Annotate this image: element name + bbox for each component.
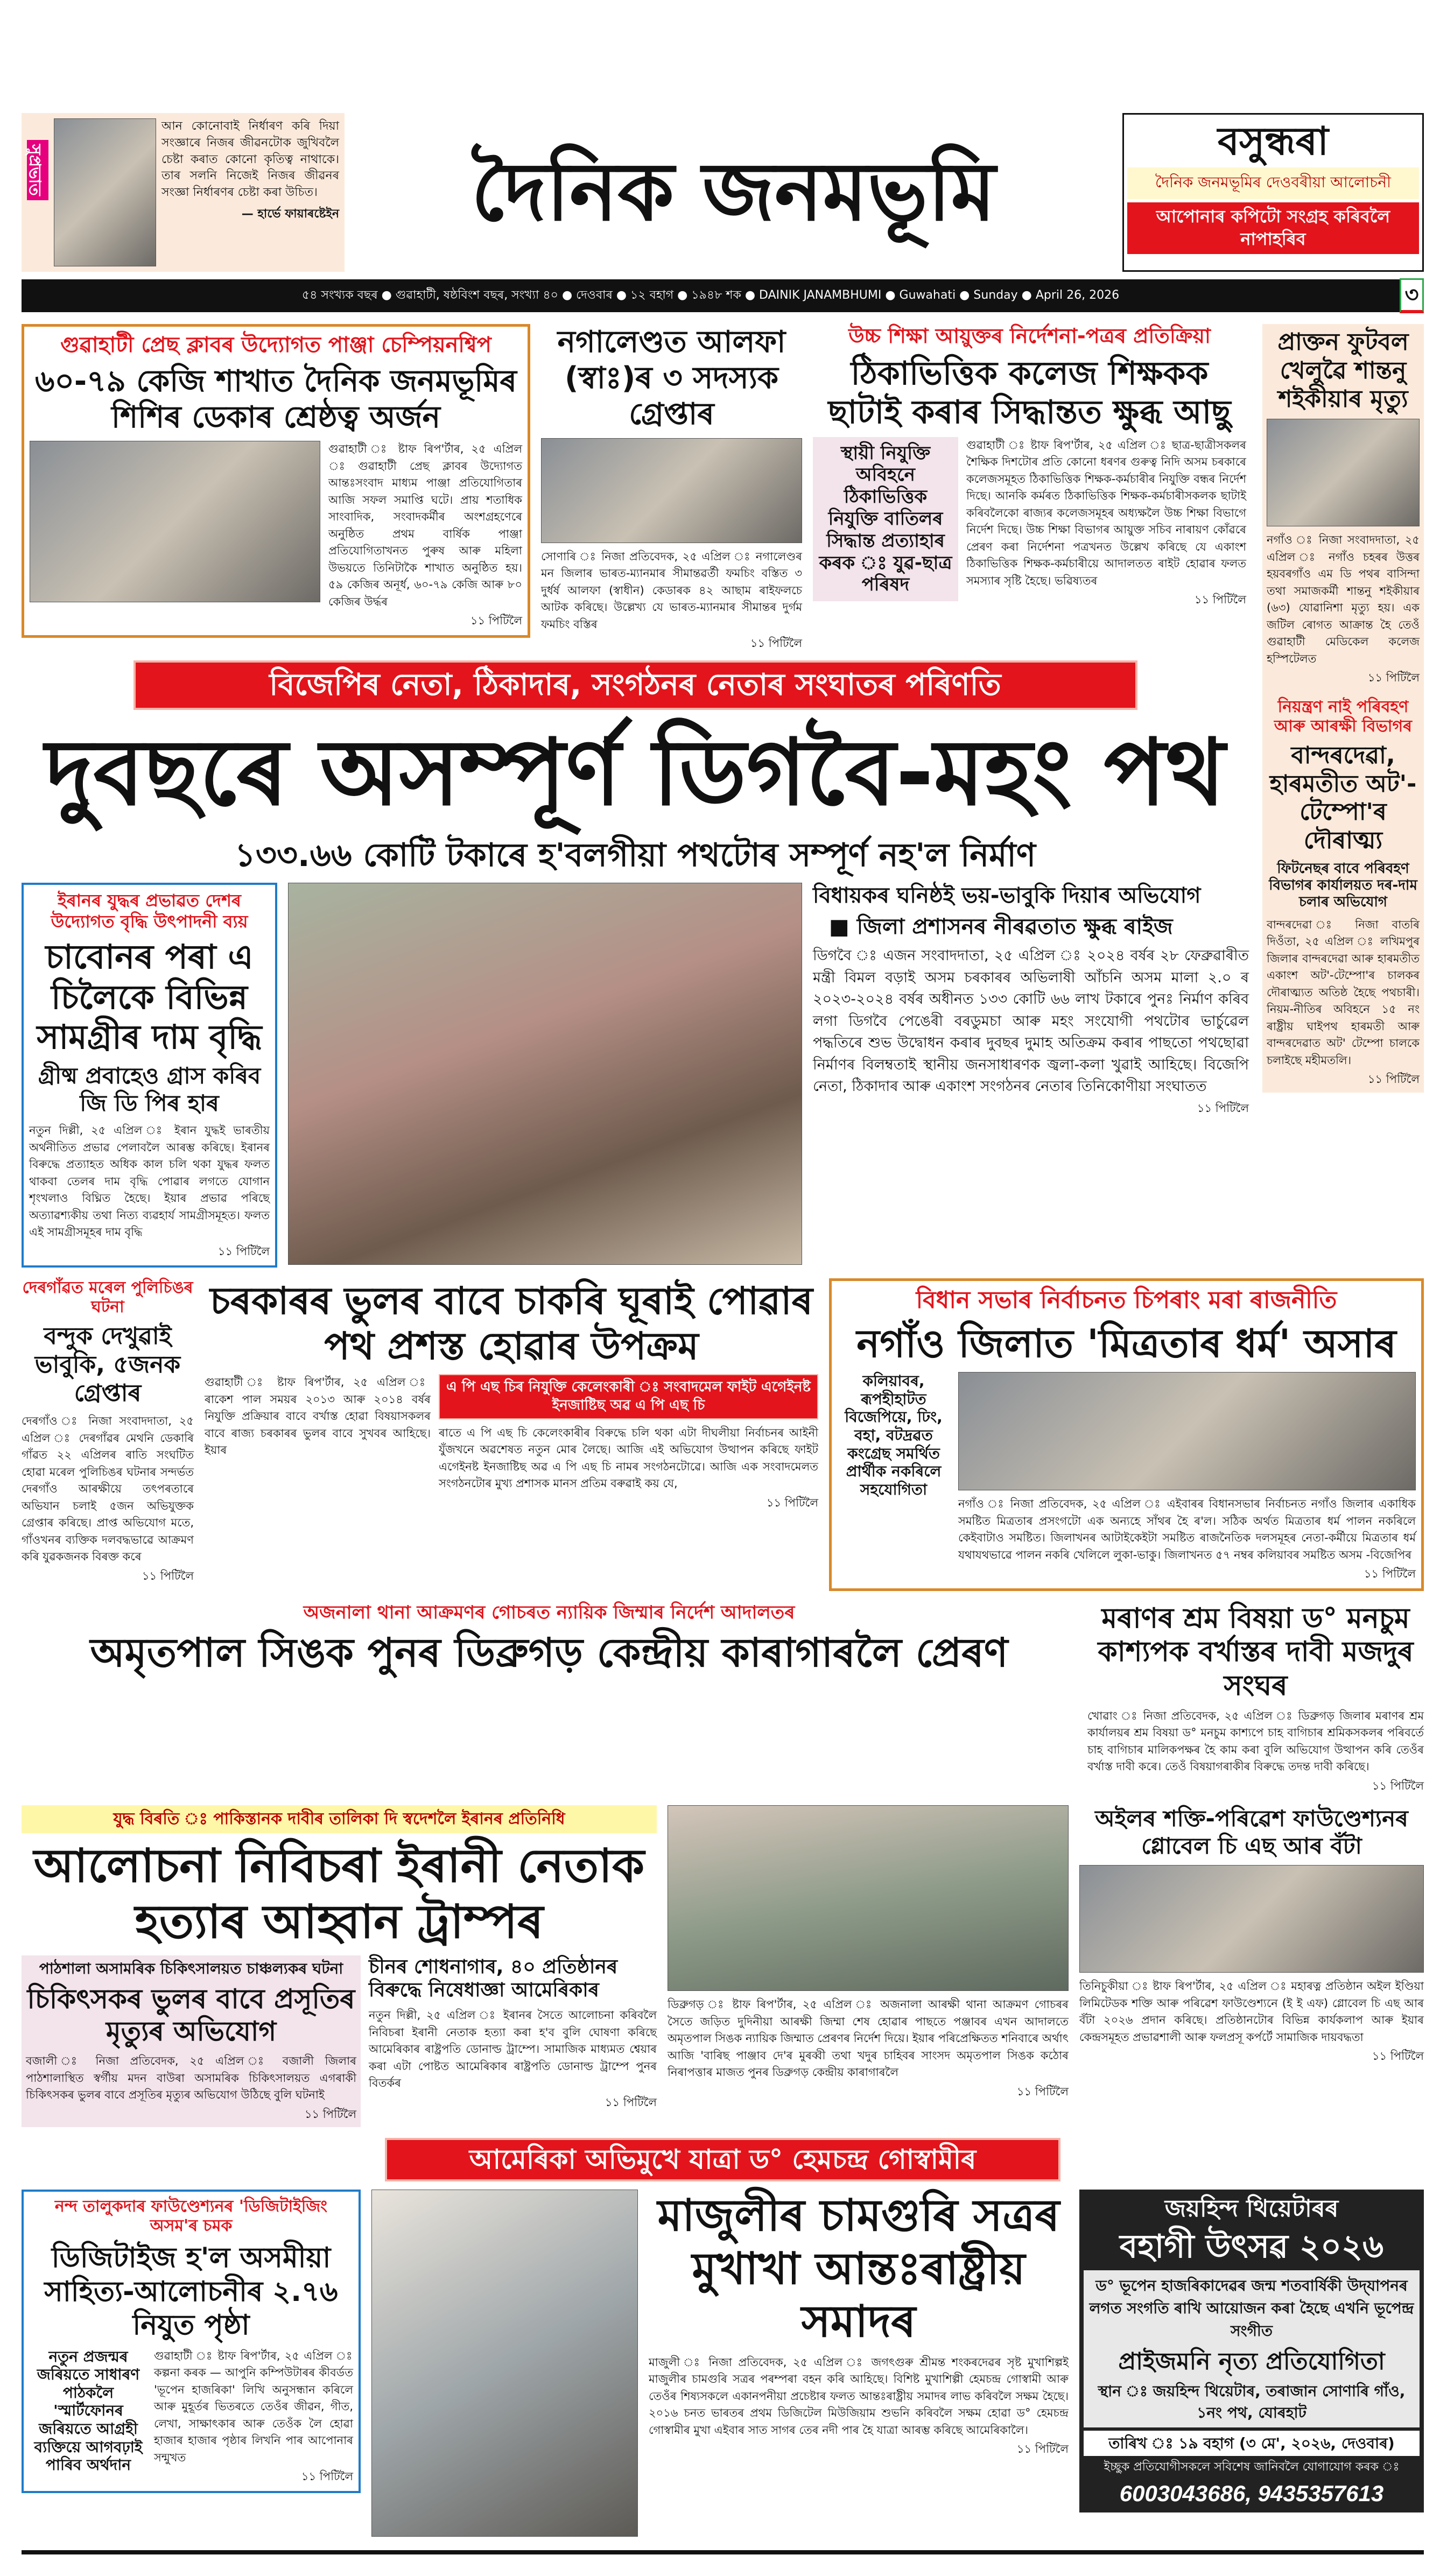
story-price-hike: [22, 883, 277, 1268]
mask-artist-photo: [371, 2190, 638, 2537]
ad-contact: ইচ্ছুক প্ৰতিযোগীসকলে সবিশেষ জানিবলৈ যোগাযোগ কৰক ঃ: [1104, 2460, 1400, 2474]
body-text: খোৱাং ঃ নিজা প্ৰতিবেদক, ২৫ এপ্ৰিল ঃ ডিব্ৰুগড় জিলাৰ মৰাণৰ শ্ৰম কাৰ্যালয়ৰ শ্ৰম বিষয়া ড° মনচুম কাশ্যপে চাহ বাগিচাৰ শ্ৰমিকসকলৰ পৰিবৰ্তে চাহ বাগিচাৰ মালিকপক্ষৰ হৈ কাম কৰা বুলি অভিযোগ উত্থাপন কৰি তেওঁৰ বৰ্খাস্ত দাবী কৰে। তেওঁ বিষয়াগৰাকীৰ বিৰুদ্ধে তদন্ত দাবী কৰিছে। ১১ পিটিলৈ: [1087, 1709, 1424, 1792]
amritpal-heading: [22, 1602, 1077, 1677]
story-majuli-mask: [649, 2190, 1069, 2458]
headline: প্ৰাক্তন ফুটবল খেলুৱৈ শান্তনু শইকীয়াৰ মৃত্যু: [1277, 328, 1409, 413]
dateline-text: ৫৪ সংখ্যক বছৰ ● গুৱাহাটী, ষষ্ঠবিংশ বছৰ, সংখ্যা ৪০ ● দেওবাৰ ● ১২ বহাগ ● ১৯৪৮ শক ● DAINIK JANAMBHUMI ● Guwahati ● Sunday ● April 26, 2026: [22, 279, 1400, 312]
headline: বন্দুক দেখুৱাই ভাবুকি, ৫জনক গ্ৰেপ্তাৰ: [34, 1322, 181, 1407]
kicker: নন্দ তালুকদাৰ ফাউণ্ডেশ্যনৰ 'ডিজিটাইজিং অসম'ৰ চমক: [54, 2197, 328, 2236]
story-china-refinery: [369, 1955, 657, 2111]
story-obituary: [1267, 328, 1420, 687]
amritpal-headline: অমৃতপাল সিঙক পুনৰ ডিব্ৰুগড় কেন্দ্ৰীয় কাৰাগাৰলৈ প্ৰেৰণ: [90, 1629, 1008, 1676]
award-photo: [30, 441, 320, 602]
sidebar: কলিয়াবৰ, ৰূপহীহাটত বিজেপিয়ে, ঢিং, বহা, বটদ্ৰৱত কংগ্ৰেছ সমৰ্থিত প্ৰাৰ্থীক নকৰিলে সহযোগিতা: [845, 1372, 943, 1498]
row-1: [22, 324, 1249, 652]
dateline-row: [22, 278, 1424, 313]
deck-2: ■ জিলা প্ৰশাসনৰ নীৰৱতাত ক্ষুব্ধ ৰাইজ: [829, 914, 1173, 940]
lead-headline: দুবছৰে অসম্পূৰ্ণ ডিগবৈ-মহং পথ: [45, 720, 1225, 827]
amritpal-kicker: অজনালা থানা আক্ৰমণৰ গোচৰত ন্যায়িক জিম্মাৰ নিৰ্দেশ আদালতৰ: [303, 1601, 795, 1623]
supplement-cta: আপোনাৰ কপিটো সংগ্ৰহ কৰিবলৈ নাপাহৰিব: [1127, 202, 1419, 254]
body-text: ডিগবৈ ঃ এজন সংবাদদাতা, ২৫ এপ্ৰিল ঃ ২০২৪ বৰ্ষৰ ২৮ ফেব্ৰুৱাৰীত মন্ত্ৰী বিমল বড়াই অসম চৰকাৰৰ অভিলাষী আঁচনি অসম মালা ২.০ ৰ ২০২৩-২০২৪ বৰ্ষৰ অধীনত ১৩৩ কোটি ৬৬ লাখ টকাৰে পুনঃ নিৰ্মাণ কৰিব লগা ডিগবৈ পেঙেৰী বৰডুমচা আৰু মহং সংযোগী পথটোৰ ভাৰ্চুৱেল পদ্ধতিৰে শুভ উদ্বোধন কৰাৰ দুবছৰ দুমাহ অতিক্ৰম কৰাৰ পাছতো পথছোৱা নিৰ্মাণৰ বিলম্বতাই স্থানীয় জনসাধাৰণক জ্বলা-কলা খুৱাই আহিছে। বিজেপি নেতা, ঠিকাদাৰ আৰু একাংশ সংগঠনৰ নেতাৰ তিনিকোণীয়া সংঘাতত ১১ পিটিলৈ: [813, 947, 1249, 1115]
ad-line-1: জয়হিন্দ থিয়েটাৰৰ: [1164, 2195, 1339, 2223]
top-section: [22, 324, 1424, 1268]
headline: ৬০-৭৯ কেজি শাখাত দৈনিক জনমভূমিৰ শিশিৰ ডেকাৰ শ্ৰেষ্ঠত্ব অৰ্জন: [35, 364, 517, 435]
kicker: বিধান সভাৰ নিৰ্বাচনত চিপৰাং মৰা ৰাজনীতি: [916, 1286, 1337, 1314]
body-text: গুৱাহাটী ঃ ষ্টাফ ৰিপ'ৰ্টাৰ, ২৫ এপ্ৰিল ঃ কল্পনা কৰক — আপুনি কম্পিউটাৰৰ কীবৰ্ডত 'ভূপেন হাজৰিকা' লিখি অনুসন্ধান কৰিলে আৰু মুহূৰ্তৰ ভিতৰতে তেওঁৰ জীৱন, গীত, লেখা, সাক্ষাৎকাৰ আৰু তেওঁক লৈ হোৱা হাজাৰ হাজাৰ পৃষ্ঠাৰ লিখনি পাৰ আপোনাৰ সন্মুখত ১১ পিটিলৈ: [154, 2349, 353, 2483]
story-maternal-death: [22, 1955, 361, 2128]
kicker: দেৰগাঁৱত মৰেল পুলিচিঙৰ ঘটনা: [22, 1278, 193, 1317]
body-text: মাজুলী ঃ নিজা প্ৰতিবেদক, ২৫ এপ্ৰিল ঃ জগৎগুৰু শ্ৰীমন্ত শংকৰদেৱৰ সৃষ্ট মুখাশিল্পই মাজুলীৰ চামগুৰি সত্ৰৰ পৰম্পৰা বহন কৰি আহিছে। বিশিষ্ট মুখাশিল্পী হেমচন্দ্ৰ গোস্বামী আৰু তেওঁৰ শিষ্যসকলে একানপনীয়া প্ৰচেষ্টাৰ ফলত আন্তঃৰাষ্ট্ৰীয় সমাদৰ লাভ কৰিবলৈ সক্ষম হৈছে। ২০১৬ চনত ভাৰতৰ প্ৰথম ডিজিটেল মিউজিয়াম শুভনি কৰিবলৈ সক্ষম হোৱা ড° হেমচন্দ্ৰ গোস্বামীৰ মুখা এইবাৰ সাত সাগৰ তেৰ নদী পাৰ হৈ যাত্ৰা আৰম্ভ কৰিছে আমেৰিকালৈ। ১১ পিটিলৈ: [649, 2355, 1069, 2456]
body-text: সোণাৰি ঃ নিজা প্ৰতিবেদক, ২৫ এপ্ৰিল ঃ নগালেণ্ডৰ মন জিলাৰ ভাৰত-ম্যানমাৰ সীমান্তৱৰ্তী ফমচিং বস্তিত ৩ দুৰ্ধৰ্ষ আলফা (স্বাধীন) কেডাৰক ৪২ আছাম ৰাইফলচে আটক কৰিছে। উল্লেখ্য যে ভাৰত-ম্যানমাৰ সীমান্তৰ দুৰ্গম ফমচিং বস্তিৰ ১১ পিটিলৈ: [541, 550, 802, 650]
row-3: [22, 883, 1249, 1268]
story-arm-wrestling: [22, 324, 530, 638]
masthead: [22, 113, 1424, 272]
headline: ডিজিটাইজ হ'ল অসমীয়া সাহিত্য-আলোচনীৰ ২.৭৬ নিযুত পৃষ্ঠা: [44, 2242, 338, 2342]
newspaper-title: দৈনিক জনমভূমি: [471, 145, 996, 239]
body-text: তিনিচুকীয়া ঃ ষ্টাফ ৰিপ'ৰ্টাৰ, ২৫ এপ্ৰিল ঃ মহাৰত্ন প্ৰতিষ্ঠান অইল ইণ্ডিয়া লিমিটেডক শক্তি আৰু পৰিৱেশ ফাউণ্ডেশ্যনে (ই ই এফ) গ্লোবেল চি এছ আৰ বঁটা ২০২৬ প্ৰদান কৰিছে। প্ৰতিষ্ঠানটোৰ বিভিন্ন কাৰ্যকলাপ আৰু ইয়াৰ কেন্দ্ৰসমূহত প্ৰভাৱশালী আৰু ফলপ্ৰসূ কৰ্পৰ্টে সামাজিক দায়বদ্ধতা ১১ পিটিলৈ: [1079, 1980, 1424, 2063]
ad-panel: [1084, 2270, 1420, 2427]
headline: চিকিৎসকৰ ভুলৰ বাবে প্ৰসূতিৰ মৃত্যুৰ অভিযোগ: [27, 1983, 355, 2047]
section-2: [22, 1278, 1424, 1591]
supplement-box: [1122, 113, 1424, 272]
body-text: নতুন দিল্লী, ২৫ এপ্ৰিল ঃ ইৰান যুদ্ধই ভাৰতীয় অৰ্থনীতিত প্ৰভাৱ পেলাবলৈ আৰম্ভ কৰিছে। ইৰানৰ বিৰুদ্ধে প্ৰত্যাহত অধিক কাল চলি থকা যুদ্ধৰ ফলত থাকবা তেলৰ দাম বৃদ্ধি পোৱাৰ লগতে যোগান শৃংখলাও বিঘ্নিত হৈছে। ইয়াৰ প্ৰভাৱ পৰিছে অত্যাৱশ্যকীয় তথা নিত্য ব্যৱহাৰ্য সামগ্ৰীসমূহত। ফলত এই সামগ্ৰীসমূহৰ দাম বৃদ্ধি ১১ পিটিলৈ: [29, 1124, 270, 1258]
subhead: গ্ৰীষ্ম প্ৰবাহেও গ্ৰাস কৰিব জি ডি পিৰ হাৰ: [38, 1062, 261, 1116]
body-text: বান্দৰদেৱা ঃ নিজা বাতৰি দিওঁতা, ২৫ এপ্ৰিল ঃ লখিমপুৰ জিলাৰ বান্দৰদেৱা আৰু হাৰমতীত একাংশ অট'-টেম্পো'ৰ চালকৰ দৌৰাত্ম্যত অতিষ্ঠ হৈছে পথচাৰী। নিয়ম-নীতিৰ অবিহনে ১৫ নং ৰাষ্ট্ৰীয় ঘাইপথ হাৰমতী আৰু বান্দৰদেৱাত অট' টেম্পো চালকে চলাইছে মহীমতলি। ১১ পিটিলৈ: [1267, 918, 1420, 1086]
story-alfa-arrest: [541, 324, 802, 652]
ad-line-3: ড° ভূপেন হাজৰিকাদেৱৰ জন্ম শতবাৰ্ষিকী উদ্‌যাপনৰ লগত সংগতি ৰাখি আয়োজন কৰা হৈছে এখনি ভূপেন্দ্ৰ সংগীত: [1089, 2277, 1414, 2340]
body-text: নগাঁও ঃ নিজা সংবাদদাতা, ২৫ এপ্ৰিল ঃ নগাঁও চহৰৰ উত্তৰ হয়বৰগাঁও এম ডি পথৰ বাসিন্দা তথা সমাজকৰ্মী শান্তনু শইকীয়াৰ (৬৩) যোৱানিশা মৃত্যু হয়। এক জটিল ৰোগত আক্ৰান্ত হৈ তেওঁ গুৱাহাটী মেডিকেল কলেজ হস্পিটেলত ১১ পিটিলৈ: [1267, 533, 1420, 685]
story-moran-labour: [1087, 1602, 1424, 1795]
headline: ঠিকাভিত্তিক কলেজ শিক্ষকক ছাটাই কৰাৰ সিদ্ধান্তত ক্ষুব্ধ আছু: [828, 354, 1231, 431]
section-4: [22, 1805, 1424, 2127]
headline: বান্দৰদেৱা, হাৰমতীত অট'-টেম্পো'ৰ দৌৰাত্ম্য: [1269, 741, 1417, 855]
quote-box: [22, 113, 345, 272]
body-text: দেৰগাঁও ঃ নিজা সংবাদদাতা, ২৫ এপ্ৰিল ঃ দেৰগাঁৱৰ মেথনি ডেকাৰি গাঁৱত ২২ এপ্ৰিলৰ ৰাতি সংঘটিত হোৱা মৰেল পুলিচিঙৰ ঘটনাৰ সন্দৰ্ভত দেৰগাঁও আৰক্ষীয়ে তৎপৰতাৰে অভিযান চলাই ৫জন অভিযুক্তক গ্ৰেপ্তাৰ কৰিছে। প্ৰাপ্ত অভিযোগ মতে, গাঁওখনৰ ব্যক্তিক দলবদ্ধভাৱে আক্ৰমণ কৰি যুৱকজনক বিৰক্ত কৰে ১১ পিটিলৈ: [22, 1414, 194, 1582]
story-alliance: [829, 1278, 1424, 1591]
amritpal-story: [668, 1805, 1069, 2100]
body-text: নগাঁও ঃ নিজা প্ৰতিবেদক, ২৫ এপ্ৰিল ঃ এইবাৰৰ বিধানসভাৰ নিৰ্বাচনত নগাঁও জিলাৰ একাধিক সমষ্টিত মিত্ৰতাৰ প্ৰসংগটো এক অন্যহে সাঁথৰ হৈ ৰ'ল। সঠিক অৰ্থত মিত্ৰতাৰ ধৰ্ম পালন নকৰিলে কেইবাটাও সমষ্টিত। জিলাখনৰ আটাইকেইটা সমষ্টিত ৰাজনৈতিক দলসমূহৰ নেতা-কৰ্মীয়ে মিত্ৰতাৰ ধৰ্ম যথাযথভাৱে পালন নকৰি খেলিলে লুকা-ভাকু। জিলাখনত ৫৭ নম্বৰ কলিয়াবৰ সমষ্টিত অসম -বিজেপিৰ ১১ পিটিলৈ: [958, 1497, 1416, 1581]
story-digitize: [22, 2190, 361, 2493]
ad-date: তাৰিখ ঃ ১৯ বহাগ (৩ মে', ২০২৬, দেওবাৰ): [1084, 2431, 1420, 2456]
trump-block: [22, 1805, 657, 2127]
obituary-photo: [1267, 419, 1420, 526]
story-oil-award: [1079, 1805, 1424, 2065]
award-ceremony-photo: [1079, 1865, 1424, 1973]
headline: চাবোনৰ পৰা এ চিলৈকে বিভিন্ন সামগ্ৰীৰ দাম বৃদ্ধি: [37, 937, 262, 1057]
trump-kicker: যুদ্ধ বিৰতি ঃ পাকিস্তানক দাবীৰ তালিকা দি স্বদেশলৈ ইৰানৰ প্ৰতিনিধি: [22, 1805, 657, 1833]
kicker: নিয়ন্ত্ৰণ নাই পৰিবহণ আৰু আৰক্ষী বিভাগৰ: [1274, 697, 1413, 736]
section-3: [22, 1602, 1424, 1795]
main-left: [22, 324, 1249, 1268]
trump-headline: আলোচনা নিবিচৰা ইৰানী নেতাক হত্যাৰ আহ্বান ট্ৰাম্পৰ: [33, 1839, 645, 1949]
suprobhat-label: সুপ্ৰভাত: [27, 140, 48, 200]
quote-text: আন কোনোবাই নিৰ্ধাৰণ কৰি দিয়া সংজ্ঞাৰে নিজৰ জীৱনটোক জুখিবলৈ চেষ্টা কৰাত কোনো কৃতিত্ব নাথাকে। তাৰ সলনি নিজেই নিজৰ জীৱনৰ সংজ্ঞা নিৰ্ধাৰণৰ চেষ্টা কৰা উচিত।: [161, 119, 339, 200]
sidebar: নতুন প্ৰজন্মৰ জৰিয়তে সাধাৰণ পাঠকলৈ 'স্মাৰ্টফোনৰ জৰিয়তে আগ্ৰহী ব্যক্তিয়ে আগবঢ়াই পাৰিব অৰ্থদান: [34, 2347, 143, 2474]
lead-story-body: [813, 883, 1249, 1117]
quote-author: — হাৰ্ভে ফায়াৰষ্টেইন: [241, 207, 339, 221]
apsc-box: এ পি এছ চিৰ নিযুক্তি কেলেংকাৰী ঃ সংবাদমেল ফাইট এগেইনষ্ট ইনজাষ্টিছ অৱ এ পি এছ চি: [439, 1374, 818, 1419]
theatre-advertisement: [1079, 2190, 1424, 2512]
headline: চৰকাৰৰ ভুলৰ বাবে চাকৰি ঘূৰাই পোৱাৰ পথ প্ৰশস্ত হোৱাৰ উপক্ৰম: [210, 1279, 813, 1369]
ad-venue: স্থান ঃ জয়হিন্দ থিয়েটাৰ, তৰাজান সোণাৰি গাঁও, ১নং পথ, যোৰহাট: [1098, 2382, 1406, 2422]
story-auto-tempo: [1267, 698, 1420, 1088]
page-number: ৩: [1400, 278, 1424, 313]
body-text: গুৱাহাটী ঃ ষ্টাফ ৰিপ'ৰ্টাৰ, ২৫ এপ্ৰিল ঃ গুৱাহাটী প্ৰেছ ক্লাবৰ উদ্যোগত আন্তঃসংবাদ মাধ্যম পাঞ্জা প্ৰতিযোগিতাৰ আজি সফল সমাপ্তি ঘটে। প্ৰায় শতাধিক সাংবাদিক, সংবাদকৰ্মীৰ অংশগ্ৰহণেৰে অনুষ্ঠিত প্ৰথম বাৰ্ষিক পাঞ্জা প্ৰতিযোগিতাখনত পুৰুষ আৰু মহিলা উভয়তে তিনিটাকৈ শাখাত অনুষ্ঠিত হয়। ৫৯ কেজিৰ অনূৰ্ধ, ৬০-৭৯ কেজি আৰু ৮০ কেজিৰ উৰ্দ্ধৰ ১১ পিটিলৈ: [328, 442, 522, 628]
headline: নগাঁও জিলাত 'মিত্ৰতাৰ ধৰ্ম' অসাৰ: [856, 1320, 1396, 1366]
headline: চীনৰ শোধনাগাৰ, ৪০ প্ৰতিষ্ঠানৰ বিৰুদ্ধে নিষেধাজ্ঞা আমেৰিকাৰ: [369, 1955, 618, 2002]
amritpal-body: ডিব্ৰুগড় ঃ ষ্টাফ ৰিপ'ৰ্টাৰ, ২৫ এপ্ৰিল ঃ অজনালা আৰক্ষী থানা আক্ৰমণ গোচৰৰ সৈতে জড়িত দুদিনীয়া আৰক্ষী জিম্মা শেষ হোৱাৰ পাছতে পঞ্জাবৰ এখন আদালতে অমৃতপাল সিঙক ন্যায়িক জিম্মাত প্ৰেৰণৰ নিৰ্দেশ দিয়ে। ইয়াৰ পৰিপ্ৰেক্ষিতত শনিবাৰে অৰ্থাৎ আজি 'বাৰিছ পাঞ্জাব দে'ৰ মুৰব্বী তথা খদুৰ চাহিবৰ সাংসদ অমৃতপাল সিঙক কঠোৰ নিৰাপত্তাৰ মাজত পুনৰ ডিব্ৰুগড় কেন্দ্ৰীয় কাৰাগাৰলৈ ১১ পিটিলৈ: [668, 1998, 1069, 2098]
subhead: ফিটনেছৰ বাবে পৰিবহণ বিভাগৰ কাৰ্যালয়ত দৰ-দাম চলাৰ অভিযোগ: [1269, 861, 1417, 911]
ad-line-4: প্ৰাইজমনি নৃত্য প্ৰতিযোগিতা: [1118, 2348, 1385, 2376]
headline: মাজুলীৰ চামগুৰি সত্ৰৰ মুখাখা আন্তঃৰাষ্ট্ৰীয় সমাদৰ: [657, 2190, 1060, 2348]
supplement-name: বসুন্ধৰা: [1217, 118, 1329, 164]
ad-line-2: বহাগী উৎসৱ ২০২৬: [1119, 2228, 1384, 2266]
ad-phones: 6003043686, 9435357613: [1119, 2480, 1384, 2506]
body-text: নতুন দিল্লী, ২৫ এপ্ৰিল ঃ ইৰানৰ সৈতে আলোচনা কৰিবলৈ নিবিচৰা ইৰানী নেতাক হত্যা কৰা হ'ব বুলি ঘোষণা কৰিছে আমেৰিকাৰ ৰাষ্ট্ৰপতি ডোনাল্ড ট্ৰাম্পে। সামাজিক মাধ্যমত শ্বেয়াৰ কৰা এটা পোষ্টত আমেৰিকাৰ ৰাষ্ট্ৰপতি ডোনাল্ড ট্ৰাম্পে পুনৰ বিতৰ্কৰ ১১ পিটিলৈ: [369, 2009, 657, 2109]
damaged-road-photo: [288, 883, 802, 1265]
candidate-photos: [958, 1372, 1416, 1490]
story-apsc: [205, 1278, 818, 1511]
bottom-rule: [22, 2550, 1424, 2554]
kicker: উচ্চ শিক্ষা আয়ুক্তৰ নিৰ্দেশনা-পত্ৰৰ প্ৰতিক্ৰিয়া: [848, 324, 1211, 348]
section-5: [22, 2190, 1424, 2537]
story-college-teachers: [813, 324, 1246, 609]
kicker: ইৰানৰ যুদ্ধৰ প্ৰভাৱত দেশৰ উদ্যোগত বৃদ্ধি উৎপাদনী ব্যয়: [51, 890, 248, 932]
deck-1: বিধায়কৰ ঘনিষ্ঠই ভয়-ভাবুকি দিয়াৰ অভিযোগ: [813, 883, 1201, 909]
quote-author-photo: [54, 118, 156, 266]
arrested-photo: [541, 438, 802, 543]
kicker: পাঠশালা অসামৰিক চিকিৎসালয়ত চাঞ্চল্যকৰ ঘটনা: [39, 1959, 343, 1977]
story-moral-policing: [22, 1278, 194, 1585]
kicker: গুৱাহাটী প্ৰেছ ক্লাবৰ উদ্যোগত পাঞ্জা চেম্পিয়নশ্বিপ: [60, 333, 491, 357]
right-column: [1262, 324, 1424, 1093]
headline: মৰাণৰ শ্ৰম বিষয়া ড° মনচুম কাশ্যপক বৰ্খাস্তৰ দাবী মজদুৰ সংঘৰ: [1098, 1602, 1414, 1702]
headline: নগালেণ্ডত আলফা (স্বাঃ)ৰ ৩ সদস্যক গ্ৰেপ্তাৰ: [557, 325, 786, 432]
body-text: গুৱাহাটী ঃ ষ্টাফ ৰিপ'ৰ্টাৰ, ২৫ এপ্ৰিল ঃ ছাত্ৰ-ছাত্ৰীসকলৰ শৈক্ষিক দিশটোৰ প্ৰতি কোনো ধৰণৰ গুৰুত্ব নিদি অসম চৰকাৰে কলেজসমূহত ঠিকাভিত্তিক শিক্ষক-কৰ্মচাৰীৰ নিযুক্তি বন্ধৰ নিৰ্দেশ দিছে। আনকি কৰ্মৰত ঠিকাভিত্তিক শিক্ষক-কৰ্মচাৰীসকলক ছাটাই কৰিবলৈকো ৰাজ্যৰ কলেজসমূহৰ অধ্যক্ষলৈ উচ্চ শিক্ষা বিভাগে নিৰ্দেশ দিছে। উচ্চ শিক্ষা বিভাগৰ আয়ুক্ত সচিব নাৰায়ণ কোঁৱৰে প্ৰেৰণ কৰা নিৰ্দেশনা পত্ৰখনত উল্লেখ কৰিছে যে একাংশ ঠিকাভিত্তিক শিক্ষক-কৰ্মচাৰীয়ে আদালতত ৰাইট হোৱাৰ ফলত সমস্যাৰ সৃষ্টি হৈছে। ভৱিষ্যতৰ ১১ পিটিলৈ: [966, 438, 1246, 607]
body-text-2: ৰাতে এ পি এছ চি কেলেংকাৰীৰ বিৰুদ্ধে চলি থকা এটা দীঘলীয়া নিৰ্বাচনৰ আইনী যুঁজখনে অৱশেষত নতুন মোৰ লৈছে। আজি এই অভিযোগ উত্থাপন কৰিছে ফাইট এগেইনষ্ট ইনজাষ্টিছ অৱ এ পি এছ চি নামৰ সংগঠনটোৱে। আজি এক সংবাদমেলত সংগঠনটোৰ মুখ্য প্ৰশাসক মানস প্ৰতিম বৰুৱাই কয় যে, ১১ পিটিলৈ: [439, 1426, 818, 1509]
majuli-banner: আমেৰিকা অভিমুখে যাত্ৰা ড° হেমচন্দ্ৰ গোস্বামীৰ: [385, 2138, 1060, 2181]
sidebar-quote: স্থায়ী নিযুক্তি অবিহনে ঠিকাভিত্তিক নিযুক্তি বাতিলৰ সিদ্ধান্ত প্ৰত্যাহাৰ কৰক ঃ যুৱ-ছাত্ৰ পৰিষদ: [813, 437, 958, 602]
supplement-tag: দৈনিক জনমভূমিৰ দেওবৰীয়া আলোচনী: [1127, 167, 1419, 199]
body-text-1: গুৱাহাটী ঃ ষ্টাফ ৰিপ'ৰ্টাৰ, ২৫ এপ্ৰিল ঃ ৰাকেশ পাল সময়ৰ ২০১৩ আৰু ২০১৪ বৰ্ষৰ নিযুক্তি প্ৰক্ৰিয়াৰ বাবে বৰ্খাস্ত হোৱা বিষয়াসকলৰ বাবে ৰাজ্য চৰকাৰৰ ভুলৰ বাবে সুখবৰ আহিছে। ইয়াৰ: [205, 1376, 431, 1457]
police-car-photo: [668, 1805, 1069, 1991]
headline: অইলৰ শক্তি-পৰিৱেশ ফাউণ্ডেশ্যনৰ গ্লোবেল চি এছ আৰ বঁটা: [1095, 1805, 1408, 1859]
lead-subhead: ১৩৩.৬৬ কোটি টকাৰে হ'বলগীয়া পথটোৰ সম্পূৰ্ণ নহ'ল নিৰ্মাণ: [234, 836, 1036, 875]
lead-banner: বিজেপিৰ নেতা, ঠিকাদাৰ, সংগঠনৰ নেতাৰ সংঘাতৰ পৰিণতি: [134, 660, 1137, 710]
body-text: বজালী ঃ নিজা প্ৰতিবেদক, ২৫ এপ্ৰিল ঃ বজালী জিলাৰ পাঠশালাস্থিত স্বৰ্গীয় মদন বাউৰা অসামৰিক চিকিৎসালয়ত এগৰাকী চিকিৎসকৰ ভুলৰ বাবে প্ৰসূতিৰ মৃত্যুৰ অভিযোগ উঠিছে বুলি ঘটনাই ১১ পিটিলৈ: [26, 2054, 356, 2121]
